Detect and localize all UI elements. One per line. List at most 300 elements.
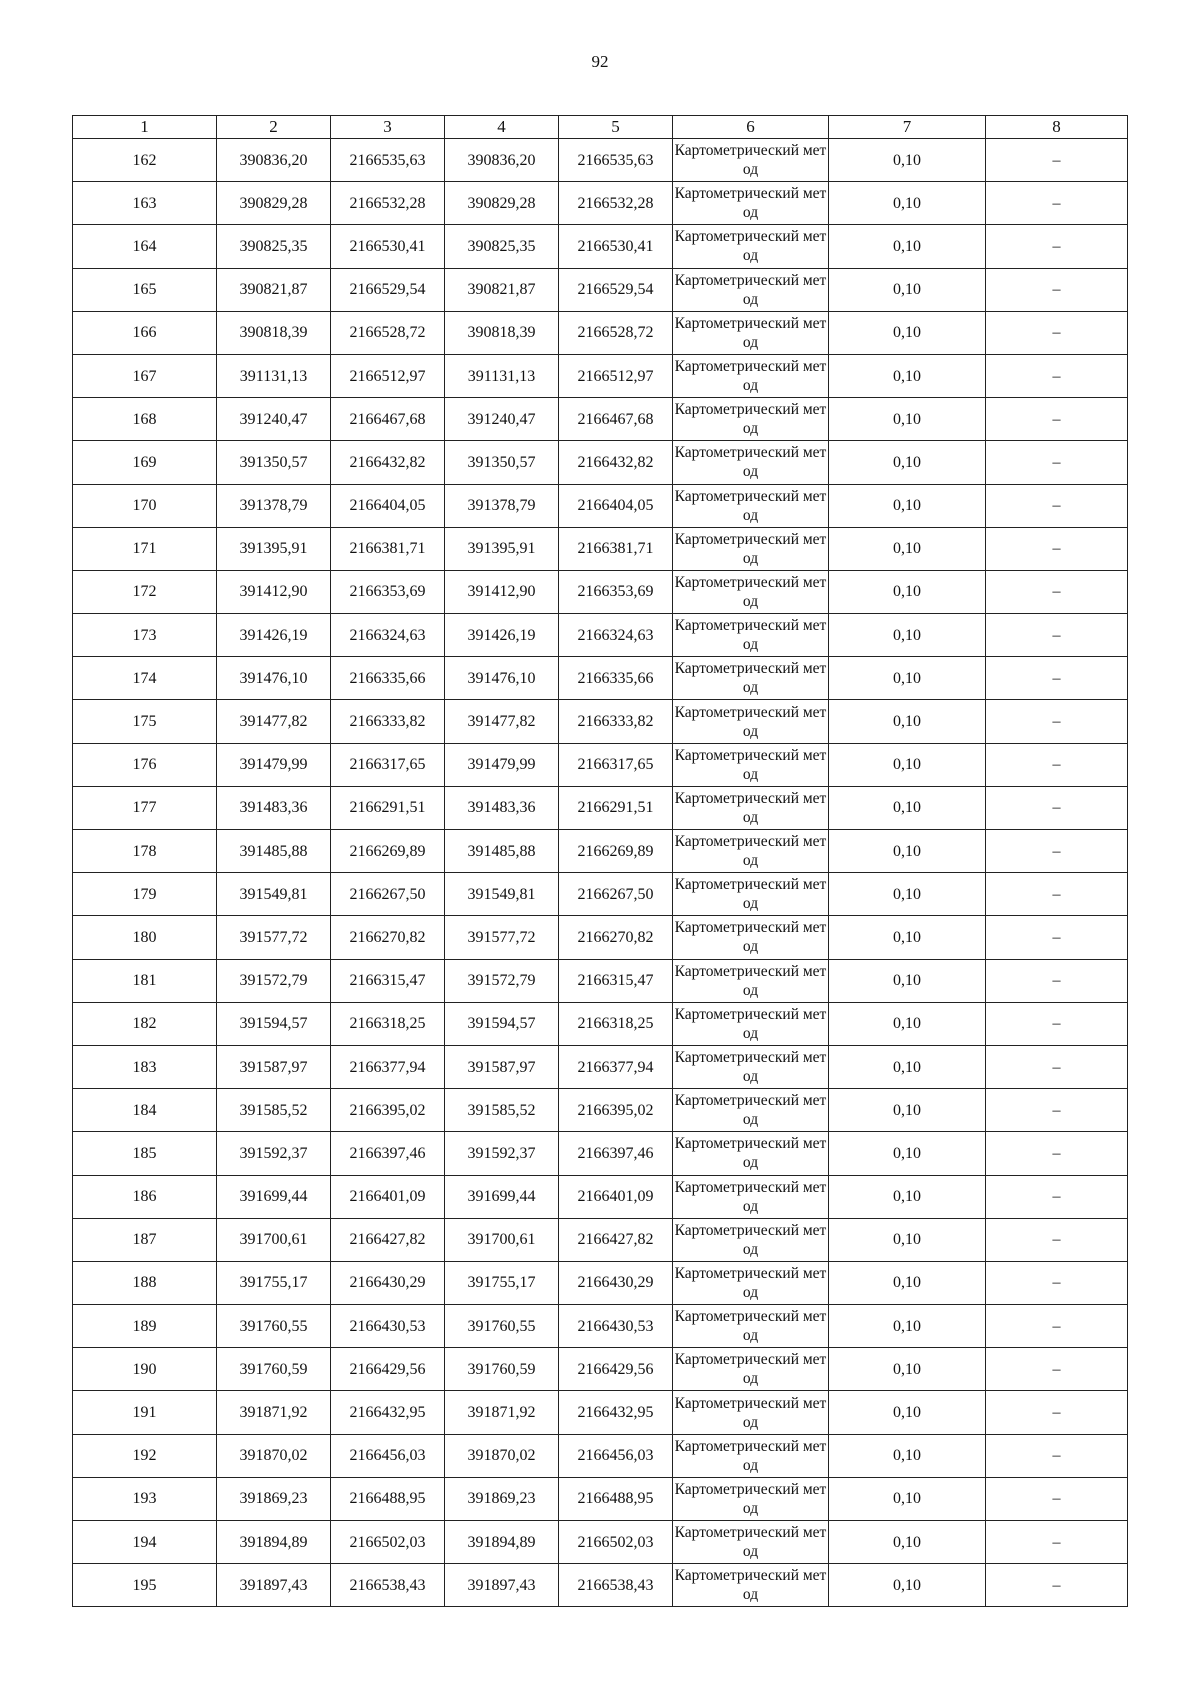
cell-method: Картометрический метод: [673, 1348, 829, 1391]
cell-x-new: 391592,37: [445, 1132, 559, 1175]
cell-method: Картометрический метод: [673, 614, 829, 657]
cell-y-old: 2166270,82: [331, 916, 445, 959]
table-row: [73, 614, 1128, 657]
cell-point-number: 181: [73, 959, 217, 1002]
cell-accuracy: 0,10: [829, 1261, 986, 1304]
cell-y-old: 2166317,65: [331, 743, 445, 786]
cell-accuracy: 0,10: [829, 527, 986, 570]
cell-point-number: 189: [73, 1305, 217, 1348]
cell-y-old: 2166381,71: [331, 527, 445, 570]
cell-accuracy: 0,10: [829, 916, 986, 959]
cell-y-old: 2166291,51: [331, 786, 445, 829]
table-row: [73, 1261, 1128, 1304]
column-header-8: 8: [986, 116, 1128, 139]
header-row: [73, 116, 1128, 139]
cell-method: Картометрический метод: [673, 570, 829, 613]
cell-note: –: [986, 398, 1128, 441]
cell-y-new: 2166270,82: [559, 916, 673, 959]
cell-note: –: [986, 268, 1128, 311]
cell-y-old: 2166528,72: [331, 311, 445, 354]
cell-x-old: 391426,19: [217, 614, 331, 657]
cell-point-number: 186: [73, 1175, 217, 1218]
cell-point-number: 193: [73, 1477, 217, 1520]
table-row: [73, 1175, 1128, 1218]
cell-note: –: [986, 614, 1128, 657]
table-body: [73, 139, 1128, 1607]
cell-method: Картометрический метод: [673, 1261, 829, 1304]
cell-method: Картометрический метод: [673, 1089, 829, 1132]
cell-y-old: 2166538,43: [331, 1564, 445, 1607]
cell-method: Картометрический метод: [673, 398, 829, 441]
cell-x-new: 391477,82: [445, 700, 559, 743]
cell-x-new: 391426,19: [445, 614, 559, 657]
cell-x-old: 391700,61: [217, 1218, 331, 1261]
cell-y-new: 2166353,69: [559, 570, 673, 613]
cell-note: –: [986, 527, 1128, 570]
cell-point-number: 163: [73, 182, 217, 225]
cell-note: –: [986, 1477, 1128, 1520]
cell-x-new: 391594,57: [445, 1002, 559, 1045]
cell-method: Картометрический метод: [673, 441, 829, 484]
cell-y-new: 2166377,94: [559, 1045, 673, 1088]
cell-x-new: 390821,87: [445, 268, 559, 311]
cell-y-new: 2166267,50: [559, 873, 673, 916]
cell-x-old: 391378,79: [217, 484, 331, 527]
cell-y-new: 2166335,66: [559, 657, 673, 700]
cell-accuracy: 0,10: [829, 830, 986, 873]
cell-accuracy: 0,10: [829, 614, 986, 657]
page-number: 92: [591, 52, 609, 71]
cell-point-number: 188: [73, 1261, 217, 1304]
cell-note: –: [986, 657, 1128, 700]
cell-accuracy: 0,10: [829, 1348, 986, 1391]
table-row: [73, 1132, 1128, 1175]
cell-accuracy: 0,10: [829, 268, 986, 311]
cell-accuracy: 0,10: [829, 786, 986, 829]
table-row: [73, 873, 1128, 916]
cell-note: –: [986, 1218, 1128, 1261]
cell-method: Картометрический метод: [673, 139, 829, 182]
cell-x-old: 391131,13: [217, 354, 331, 397]
cell-method: Картометрический метод: [673, 527, 829, 570]
cell-note: –: [986, 830, 1128, 873]
table-row: [73, 354, 1128, 397]
cell-y-new: 2166404,05: [559, 484, 673, 527]
cell-x-new: 391700,61: [445, 1218, 559, 1261]
cell-y-old: 2166456,03: [331, 1434, 445, 1477]
cell-note: –: [986, 1132, 1128, 1175]
table-row: [73, 959, 1128, 1002]
cell-point-number: 184: [73, 1089, 217, 1132]
cell-x-old: 391894,89: [217, 1521, 331, 1564]
cell-y-new: 2166324,63: [559, 614, 673, 657]
cell-point-number: 164: [73, 225, 217, 268]
column-header-2: 2: [217, 116, 331, 139]
cell-method: Картометрический метод: [673, 1391, 829, 1434]
cell-x-new: 391479,99: [445, 743, 559, 786]
cell-y-old: 2166429,56: [331, 1348, 445, 1391]
cell-x-old: 390821,87: [217, 268, 331, 311]
cell-note: –: [986, 1305, 1128, 1348]
cell-x-new: 391131,13: [445, 354, 559, 397]
cell-x-old: 390818,39: [217, 311, 331, 354]
cell-accuracy: 0,10: [829, 182, 986, 225]
cell-x-new: 391577,72: [445, 916, 559, 959]
cell-x-new: 390836,20: [445, 139, 559, 182]
cell-x-old: 391755,17: [217, 1261, 331, 1304]
cell-accuracy: 0,10: [829, 1564, 986, 1607]
cell-x-new: 391869,23: [445, 1477, 559, 1520]
cell-accuracy: 0,10: [829, 959, 986, 1002]
cell-x-new: 391483,36: [445, 786, 559, 829]
cell-x-old: 391897,43: [217, 1564, 331, 1607]
cell-y-old: 2166333,82: [331, 700, 445, 743]
table-row: [73, 398, 1128, 441]
table-row: [73, 786, 1128, 829]
cell-x-old: 391577,72: [217, 916, 331, 959]
cell-x-new: 391350,57: [445, 441, 559, 484]
cell-x-old: 391549,81: [217, 873, 331, 916]
cell-x-old: 391412,90: [217, 570, 331, 613]
cell-x-old: 391485,88: [217, 830, 331, 873]
cell-y-old: 2166502,03: [331, 1521, 445, 1564]
cell-note: –: [986, 1045, 1128, 1088]
cell-note: –: [986, 959, 1128, 1002]
cell-y-old: 2166432,95: [331, 1391, 445, 1434]
cell-point-number: 176: [73, 743, 217, 786]
cell-x-old: 391476,10: [217, 657, 331, 700]
column-header-3: 3: [331, 116, 445, 139]
cell-point-number: 168: [73, 398, 217, 441]
cell-y-new: 2166528,72: [559, 311, 673, 354]
cell-y-new: 2166529,54: [559, 268, 673, 311]
cell-y-new: 2166532,28: [559, 182, 673, 225]
cell-x-old: 390825,35: [217, 225, 331, 268]
cell-x-new: 391572,79: [445, 959, 559, 1002]
cell-accuracy: 0,10: [829, 1521, 986, 1564]
table-row: [73, 700, 1128, 743]
table-row: [73, 441, 1128, 484]
table-row: [73, 1045, 1128, 1088]
cell-point-number: 167: [73, 354, 217, 397]
cell-y-new: 2166502,03: [559, 1521, 673, 1564]
cell-point-number: 175: [73, 700, 217, 743]
cell-method: Картометрический метод: [673, 916, 829, 959]
cell-accuracy: 0,10: [829, 1002, 986, 1045]
cell-x-old: 391760,59: [217, 1348, 331, 1391]
cell-note: –: [986, 1261, 1128, 1304]
table-row: [73, 570, 1128, 613]
cell-x-new: 391587,97: [445, 1045, 559, 1088]
cell-accuracy: 0,10: [829, 1218, 986, 1261]
cell-method: Картометрический метод: [673, 1434, 829, 1477]
cell-x-new: 391485,88: [445, 830, 559, 873]
table-row: [73, 484, 1128, 527]
table-row: [73, 139, 1128, 182]
cell-accuracy: 0,10: [829, 1391, 986, 1434]
cell-y-old: 2166404,05: [331, 484, 445, 527]
cell-y-old: 2166432,82: [331, 441, 445, 484]
cell-x-old: 391699,44: [217, 1175, 331, 1218]
cell-method: Картометрический метод: [673, 354, 829, 397]
cell-x-new: 391699,44: [445, 1175, 559, 1218]
cell-x-old: 391240,47: [217, 398, 331, 441]
cell-y-old: 2166529,54: [331, 268, 445, 311]
cell-y-old: 2166324,63: [331, 614, 445, 657]
cell-method: Картометрический метод: [673, 1305, 829, 1348]
cell-y-new: 2166512,97: [559, 354, 673, 397]
cell-y-new: 2166538,43: [559, 1564, 673, 1607]
cell-method: Картометрический метод: [673, 786, 829, 829]
cell-y-old: 2166335,66: [331, 657, 445, 700]
table-row: [73, 182, 1128, 225]
cell-x-old: 391395,91: [217, 527, 331, 570]
cell-point-number: 185: [73, 1132, 217, 1175]
cell-y-new: 2166427,82: [559, 1218, 673, 1261]
cell-point-number: 170: [73, 484, 217, 527]
cell-y-new: 2166395,02: [559, 1089, 673, 1132]
cell-x-old: 391477,82: [217, 700, 331, 743]
cell-note: –: [986, 1521, 1128, 1564]
cell-note: –: [986, 225, 1128, 268]
cell-y-old: 2166269,89: [331, 830, 445, 873]
cell-x-old: 391869,23: [217, 1477, 331, 1520]
cell-accuracy: 0,10: [829, 700, 986, 743]
table-row: [73, 225, 1128, 268]
cell-note: –: [986, 700, 1128, 743]
cell-accuracy: 0,10: [829, 1175, 986, 1218]
cell-note: –: [986, 743, 1128, 786]
cell-x-old: 391592,37: [217, 1132, 331, 1175]
cell-note: –: [986, 1002, 1128, 1045]
cell-x-new: 390818,39: [445, 311, 559, 354]
cell-y-new: 2166381,71: [559, 527, 673, 570]
cell-x-old: 391594,57: [217, 1002, 331, 1045]
table-row: [73, 916, 1128, 959]
cell-accuracy: 0,10: [829, 441, 986, 484]
table-row: [73, 1218, 1128, 1261]
cell-x-new: 390825,35: [445, 225, 559, 268]
cell-y-new: 2166317,65: [559, 743, 673, 786]
column-header-5: 5: [559, 116, 673, 139]
cell-y-old: 2166267,50: [331, 873, 445, 916]
cell-x-new: 391760,59: [445, 1348, 559, 1391]
table-row: [73, 657, 1128, 700]
cell-y-old: 2166427,82: [331, 1218, 445, 1261]
cell-point-number: 169: [73, 441, 217, 484]
table-row: [73, 1002, 1128, 1045]
cell-point-number: 166: [73, 311, 217, 354]
cell-method: Картометрический метод: [673, 1132, 829, 1175]
table-row: [73, 1391, 1128, 1434]
table-row: [73, 268, 1128, 311]
cell-y-old: 2166377,94: [331, 1045, 445, 1088]
cell-y-new: 2166401,09: [559, 1175, 673, 1218]
cell-y-new: 2166535,63: [559, 139, 673, 182]
cell-x-new: 391476,10: [445, 657, 559, 700]
cell-point-number: 171: [73, 527, 217, 570]
cell-accuracy: 0,10: [829, 1045, 986, 1088]
cell-point-number: 162: [73, 139, 217, 182]
cell-point-number: 173: [73, 614, 217, 657]
cell-point-number: 195: [73, 1564, 217, 1607]
cell-x-new: 391870,02: [445, 1434, 559, 1477]
cell-method: Картометрический метод: [673, 830, 829, 873]
cell-point-number: 191: [73, 1391, 217, 1434]
cell-y-old: 2166353,69: [331, 570, 445, 613]
cell-point-number: 165: [73, 268, 217, 311]
cell-y-new: 2166467,68: [559, 398, 673, 441]
cell-point-number: 183: [73, 1045, 217, 1088]
column-header-1: 1: [73, 116, 217, 139]
cell-note: –: [986, 441, 1128, 484]
cell-y-old: 2166318,25: [331, 1002, 445, 1045]
cell-y-new: 2166430,53: [559, 1305, 673, 1348]
column-header-4: 4: [445, 116, 559, 139]
cell-accuracy: 0,10: [829, 484, 986, 527]
cell-y-old: 2166430,29: [331, 1261, 445, 1304]
cell-point-number: 182: [73, 1002, 217, 1045]
column-header-6: 6: [673, 116, 829, 139]
cell-method: Картометрический метод: [673, 959, 829, 1002]
cell-point-number: 194: [73, 1521, 217, 1564]
coordinates-table: [72, 115, 1128, 1607]
cell-method: Картометрический метод: [673, 700, 829, 743]
cell-y-new: 2166429,56: [559, 1348, 673, 1391]
cell-x-old: 390836,20: [217, 139, 331, 182]
cell-y-old: 2166315,47: [331, 959, 445, 1002]
cell-method: Картометрический метод: [673, 484, 829, 527]
cell-method: Картометрический метод: [673, 873, 829, 916]
cell-y-old: 2166397,46: [331, 1132, 445, 1175]
cell-method: Картометрический метод: [673, 1477, 829, 1520]
cell-accuracy: 0,10: [829, 1089, 986, 1132]
cell-method: Картометрический метод: [673, 657, 829, 700]
cell-accuracy: 0,10: [829, 225, 986, 268]
cell-note: –: [986, 182, 1128, 225]
cell-accuracy: 0,10: [829, 311, 986, 354]
cell-y-old: 2166512,97: [331, 354, 445, 397]
cell-note: –: [986, 1434, 1128, 1477]
cell-note: –: [986, 1348, 1128, 1391]
cell-note: –: [986, 354, 1128, 397]
cell-y-old: 2166430,53: [331, 1305, 445, 1348]
cell-x-new: 391871,92: [445, 1391, 559, 1434]
cell-x-old: 391870,02: [217, 1434, 331, 1477]
cell-point-number: 179: [73, 873, 217, 916]
cell-y-new: 2166269,89: [559, 830, 673, 873]
cell-note: –: [986, 139, 1128, 182]
cell-x-new: 391585,52: [445, 1089, 559, 1132]
table-row: [73, 743, 1128, 786]
cell-y-new: 2166432,95: [559, 1391, 673, 1434]
cell-method: Картометрический метод: [673, 1564, 829, 1607]
cell-point-number: 174: [73, 657, 217, 700]
cell-x-old: 391585,52: [217, 1089, 331, 1132]
cell-accuracy: 0,10: [829, 1477, 986, 1520]
cell-x-old: 391587,97: [217, 1045, 331, 1088]
table-row: [73, 311, 1128, 354]
cell-point-number: 172: [73, 570, 217, 613]
cell-note: –: [986, 1175, 1128, 1218]
cell-y-old: 2166488,95: [331, 1477, 445, 1520]
cell-y-new: 2166318,25: [559, 1002, 673, 1045]
cell-x-old: 390829,28: [217, 182, 331, 225]
cell-y-old: 2166532,28: [331, 182, 445, 225]
cell-accuracy: 0,10: [829, 657, 986, 700]
cell-x-new: 391395,91: [445, 527, 559, 570]
table-header: [73, 116, 1128, 139]
cell-x-new: 391760,55: [445, 1305, 559, 1348]
cell-method: Картометрический метод: [673, 1218, 829, 1261]
cell-note: –: [986, 311, 1128, 354]
cell-y-new: 2166397,46: [559, 1132, 673, 1175]
cell-y-new: 2166333,82: [559, 700, 673, 743]
cell-point-number: 192: [73, 1434, 217, 1477]
cell-point-number: 190: [73, 1348, 217, 1391]
cell-x-new: 391894,89: [445, 1521, 559, 1564]
cell-x-new: 391412,90: [445, 570, 559, 613]
cell-point-number: 180: [73, 916, 217, 959]
cell-x-new: 391897,43: [445, 1564, 559, 1607]
cell-accuracy: 0,10: [829, 1434, 986, 1477]
cell-y-new: 2166530,41: [559, 225, 673, 268]
cell-note: –: [986, 1391, 1128, 1434]
cell-method: Картометрический метод: [673, 1175, 829, 1218]
cell-note: –: [986, 570, 1128, 613]
cell-point-number: 178: [73, 830, 217, 873]
cell-x-old: 391572,79: [217, 959, 331, 1002]
cell-note: –: [986, 873, 1128, 916]
cell-x-new: 391549,81: [445, 873, 559, 916]
cell-method: Картометрический метод: [673, 182, 829, 225]
column-header-7: 7: [829, 116, 986, 139]
cell-x-new: 391240,47: [445, 398, 559, 441]
cell-accuracy: 0,10: [829, 398, 986, 441]
table-row: [73, 1305, 1128, 1348]
cell-accuracy: 0,10: [829, 1132, 986, 1175]
table-row: [73, 527, 1128, 570]
cell-method: Картометрический метод: [673, 225, 829, 268]
cell-point-number: 177: [73, 786, 217, 829]
cell-y-new: 2166430,29: [559, 1261, 673, 1304]
cell-accuracy: 0,10: [829, 1305, 986, 1348]
cell-accuracy: 0,10: [829, 570, 986, 613]
cell-method: Картометрический метод: [673, 311, 829, 354]
cell-y-old: 2166530,41: [331, 225, 445, 268]
cell-y-new: 2166488,95: [559, 1477, 673, 1520]
cell-method: Картометрический метод: [673, 743, 829, 786]
cell-y-new: 2166456,03: [559, 1434, 673, 1477]
cell-x-new: 391378,79: [445, 484, 559, 527]
cell-accuracy: 0,10: [829, 139, 986, 182]
cell-x-old: 391479,99: [217, 743, 331, 786]
cell-x-new: 390829,28: [445, 182, 559, 225]
cell-y-new: 2166432,82: [559, 441, 673, 484]
cell-point-number: 187: [73, 1218, 217, 1261]
table-row: [73, 1477, 1128, 1520]
table-row: [73, 1348, 1128, 1391]
cell-y-new: 2166291,51: [559, 786, 673, 829]
cell-note: –: [986, 786, 1128, 829]
cell-note: –: [986, 916, 1128, 959]
cell-y-old: 2166535,63: [331, 139, 445, 182]
cell-y-new: 2166315,47: [559, 959, 673, 1002]
cell-method: Картометрический метод: [673, 1521, 829, 1564]
cell-method: Картометрический метод: [673, 1045, 829, 1088]
cell-note: –: [986, 1564, 1128, 1607]
table-row: [73, 1521, 1128, 1564]
